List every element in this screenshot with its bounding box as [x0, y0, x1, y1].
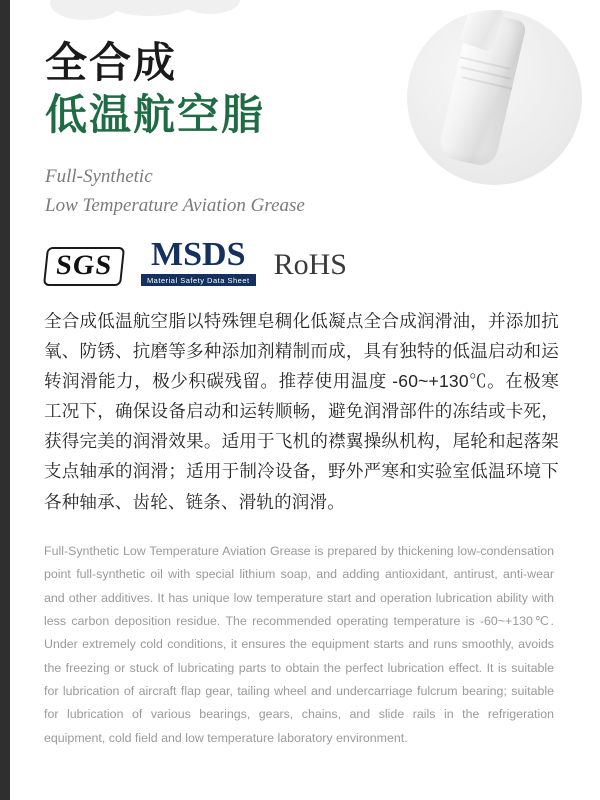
decorative-blob: [180, 0, 240, 14]
page-title-en: [45, 163, 425, 220]
page-title-cn-secondary: 低温航空脂: [45, 90, 266, 138]
description-cn: 全合成低温航空脂以特殊锂皂稠化低凝点全合成润滑油，并添加抗氧、防锈、抗磨等多种添加剂精制而成，具有独特的低温启动和运转润滑能力，极少积碳残留。推荐使用温度 -60~+130℃。在极寒工况下，确保设备启动和运转顺畅，避免润滑部件的冻结或卡死，获得完美的润滑效果。适用于飞机的襟翼操纵机构，尾轮和起落架支点轴承的润滑；适用于制冷设备，野外严寒和实验室低温环境下各种轴承、齿轮、链条、滑轨的润滑。: [44, 311, 559, 512]
rohs-badge: RoHS: [273, 248, 347, 281]
msds-badge-sublabel: Material Safety Data Sheet: [141, 274, 256, 286]
certification-badges: [45, 238, 347, 286]
right-white-edge: [596, 0, 600, 800]
msds-badge-label: MSDS: [151, 236, 246, 273]
page-title-en-line1: Full-Synthetic: [45, 166, 153, 188]
page-title-en-line2: Low Temperature Aviation Grease: [45, 194, 305, 216]
title-block: [45, 38, 425, 220]
left-dark-edge: [0, 0, 10, 800]
description-en: Full-Synthetic Low Temperature Aviation Grease is prepared by thickening low-condensation point full-synthetic oil with special lithium soap, and adding antioxidant, antirust, anti-wear and other additives. It has unique low temperature start and operation lubrication ability with less carbon deposition residue. The recommended operating temperature is -60~+130℃. Under extremely cold conditions, it ensures the equipment starts and runs smoothly, avoids the freezing or stuck of lubricating parts to obtain the perfect lubrication effect. It is suitable for lubrication of aircraft flap gear, tailing wheel and undercarriage fulcrum bearing; suitable for lubrication of various bearings, gears, chains, and slide rails in the refrigeration equipment, cold field and low temperature laboratory environment.: [44, 544, 554, 745]
sgs-badge: SGS: [43, 247, 125, 286]
msds-badge: [141, 238, 256, 286]
product-photo: [407, 10, 582, 185]
page-title-cn-primary: 全合成: [45, 39, 178, 86]
